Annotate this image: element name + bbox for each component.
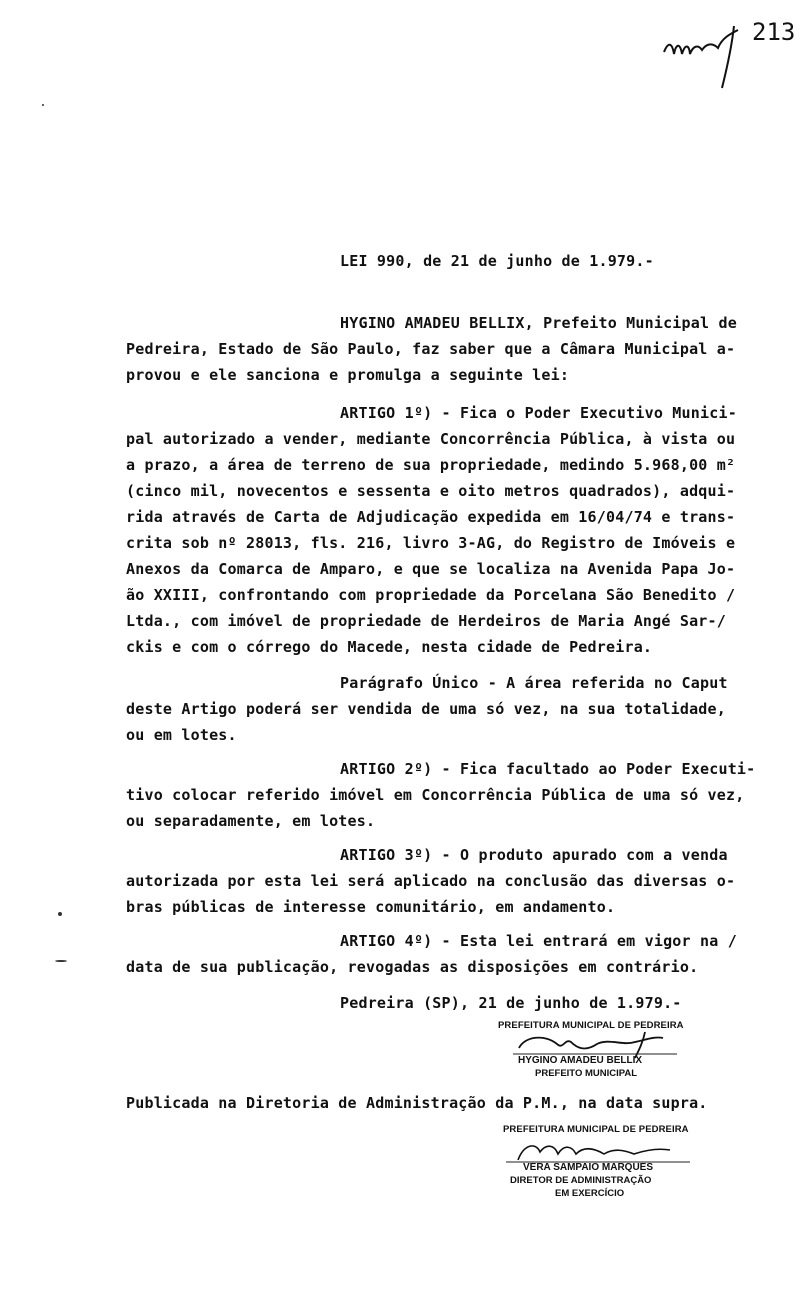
signatory-role: DIRETOR DE ADMINISTRAÇÃO bbox=[510, 1175, 652, 1186]
text-line: Anexos da Comarca de Amparo, e que se localiza na Avenida Papa Jo- bbox=[126, 560, 736, 578]
publication-line: Publicada na Diretoria de Administração da P.M., na data supra. bbox=[126, 1094, 708, 1112]
text-line: ARTIGO 3º) - O produto apurado com a venda bbox=[340, 846, 728, 864]
law-header: LEI 990, de 21 de junho de 1.979.- bbox=[340, 252, 654, 270]
stamp-organization: PREFEITURA MUNICIPAL DE PEDREIRA bbox=[503, 1124, 689, 1135]
handwritten-initials bbox=[660, 14, 760, 94]
text-line: rida através de Carta de Adjudicação expedida em 16/04/74 e trans- bbox=[126, 508, 736, 526]
text-line: ou separadamente, em lotes. bbox=[126, 812, 376, 830]
signatory-name: VERA SAMPAIO MARQUES bbox=[523, 1162, 654, 1173]
text-line: ARTIGO 1º) - Fica o Poder Executivo Munici- bbox=[340, 404, 737, 422]
text-line: autorizada por esta lei será aplicado na conclusão das diversas o- bbox=[126, 872, 736, 890]
scan-speck bbox=[58, 912, 62, 916]
text-line: HYGINO AMADEU BELLIX, Prefeito Municipal de bbox=[340, 314, 737, 332]
text-line: Parágrafo Único - A área referida no Caput bbox=[340, 674, 728, 692]
text-line: Ltda., com imóvel de propriedade de Herdeiros de Maria Angé Sar-/ bbox=[126, 612, 726, 630]
text-line: deste Artigo poderá ser vendida de uma só vez, na sua totalidade, bbox=[126, 700, 726, 718]
date-place-line: Pedreira (SP), 21 de junho de 1.979.- bbox=[340, 994, 682, 1012]
text-line: ou em lotes. bbox=[126, 726, 237, 744]
text-line: ARTIGO 2º) - Fica facultado ao Poder Executi- bbox=[340, 760, 756, 778]
scan-speck bbox=[42, 104, 44, 106]
signatory-name: HYGINO AMADEU BELLIX bbox=[518, 1055, 643, 1066]
text-line: crita sob nº 28013, fls. 216, livro 3-AG, do Registro de Imóveis e bbox=[126, 534, 736, 552]
page-number: 213 bbox=[752, 18, 796, 46]
text-line: Pedreira, Estado de São Paulo, faz saber que a Câmara Municipal a- bbox=[126, 340, 736, 358]
text-line: provou e ele sanciona e promulga a seguinte lei: bbox=[126, 366, 570, 384]
signatory-role: PREFEITO MUNICIPAL bbox=[535, 1068, 638, 1079]
text-line: data de sua publicação, revogadas as disposições em contrário. bbox=[126, 958, 699, 976]
signatory-role-status: EM EXERCÍCIO bbox=[555, 1188, 625, 1199]
text-line: ckis e com o córrego do Macede, nesta cidade de Pedreira. bbox=[126, 638, 653, 656]
text-line: bras públicas de interesse comunitário, em andamento. bbox=[126, 898, 616, 916]
text-line: ARTIGO 4º) - Esta lei entrará em vigor na / bbox=[340, 932, 737, 950]
text-line: (cinco mil, novecentos e sessenta e oito metros quadrados), adqui- bbox=[126, 482, 736, 500]
stamp-organization: PREFEITURA MUNICIPAL DE PEDREIRA bbox=[498, 1020, 684, 1031]
scan-speck bbox=[55, 960, 67, 962]
text-line: a prazo, a área de terreno de sua propriedade, medindo 5.968,00 m² bbox=[126, 456, 736, 474]
text-line: pal autorizado a vender, mediante Concorrência Pública, à vista ou bbox=[126, 430, 736, 448]
text-line: tivo colocar referido imóvel em Concorrência Pública de uma só vez, bbox=[126, 786, 745, 804]
text-line: ão XXIII, confrontando com propriedade da Porcelana São Benedito / bbox=[126, 586, 736, 604]
